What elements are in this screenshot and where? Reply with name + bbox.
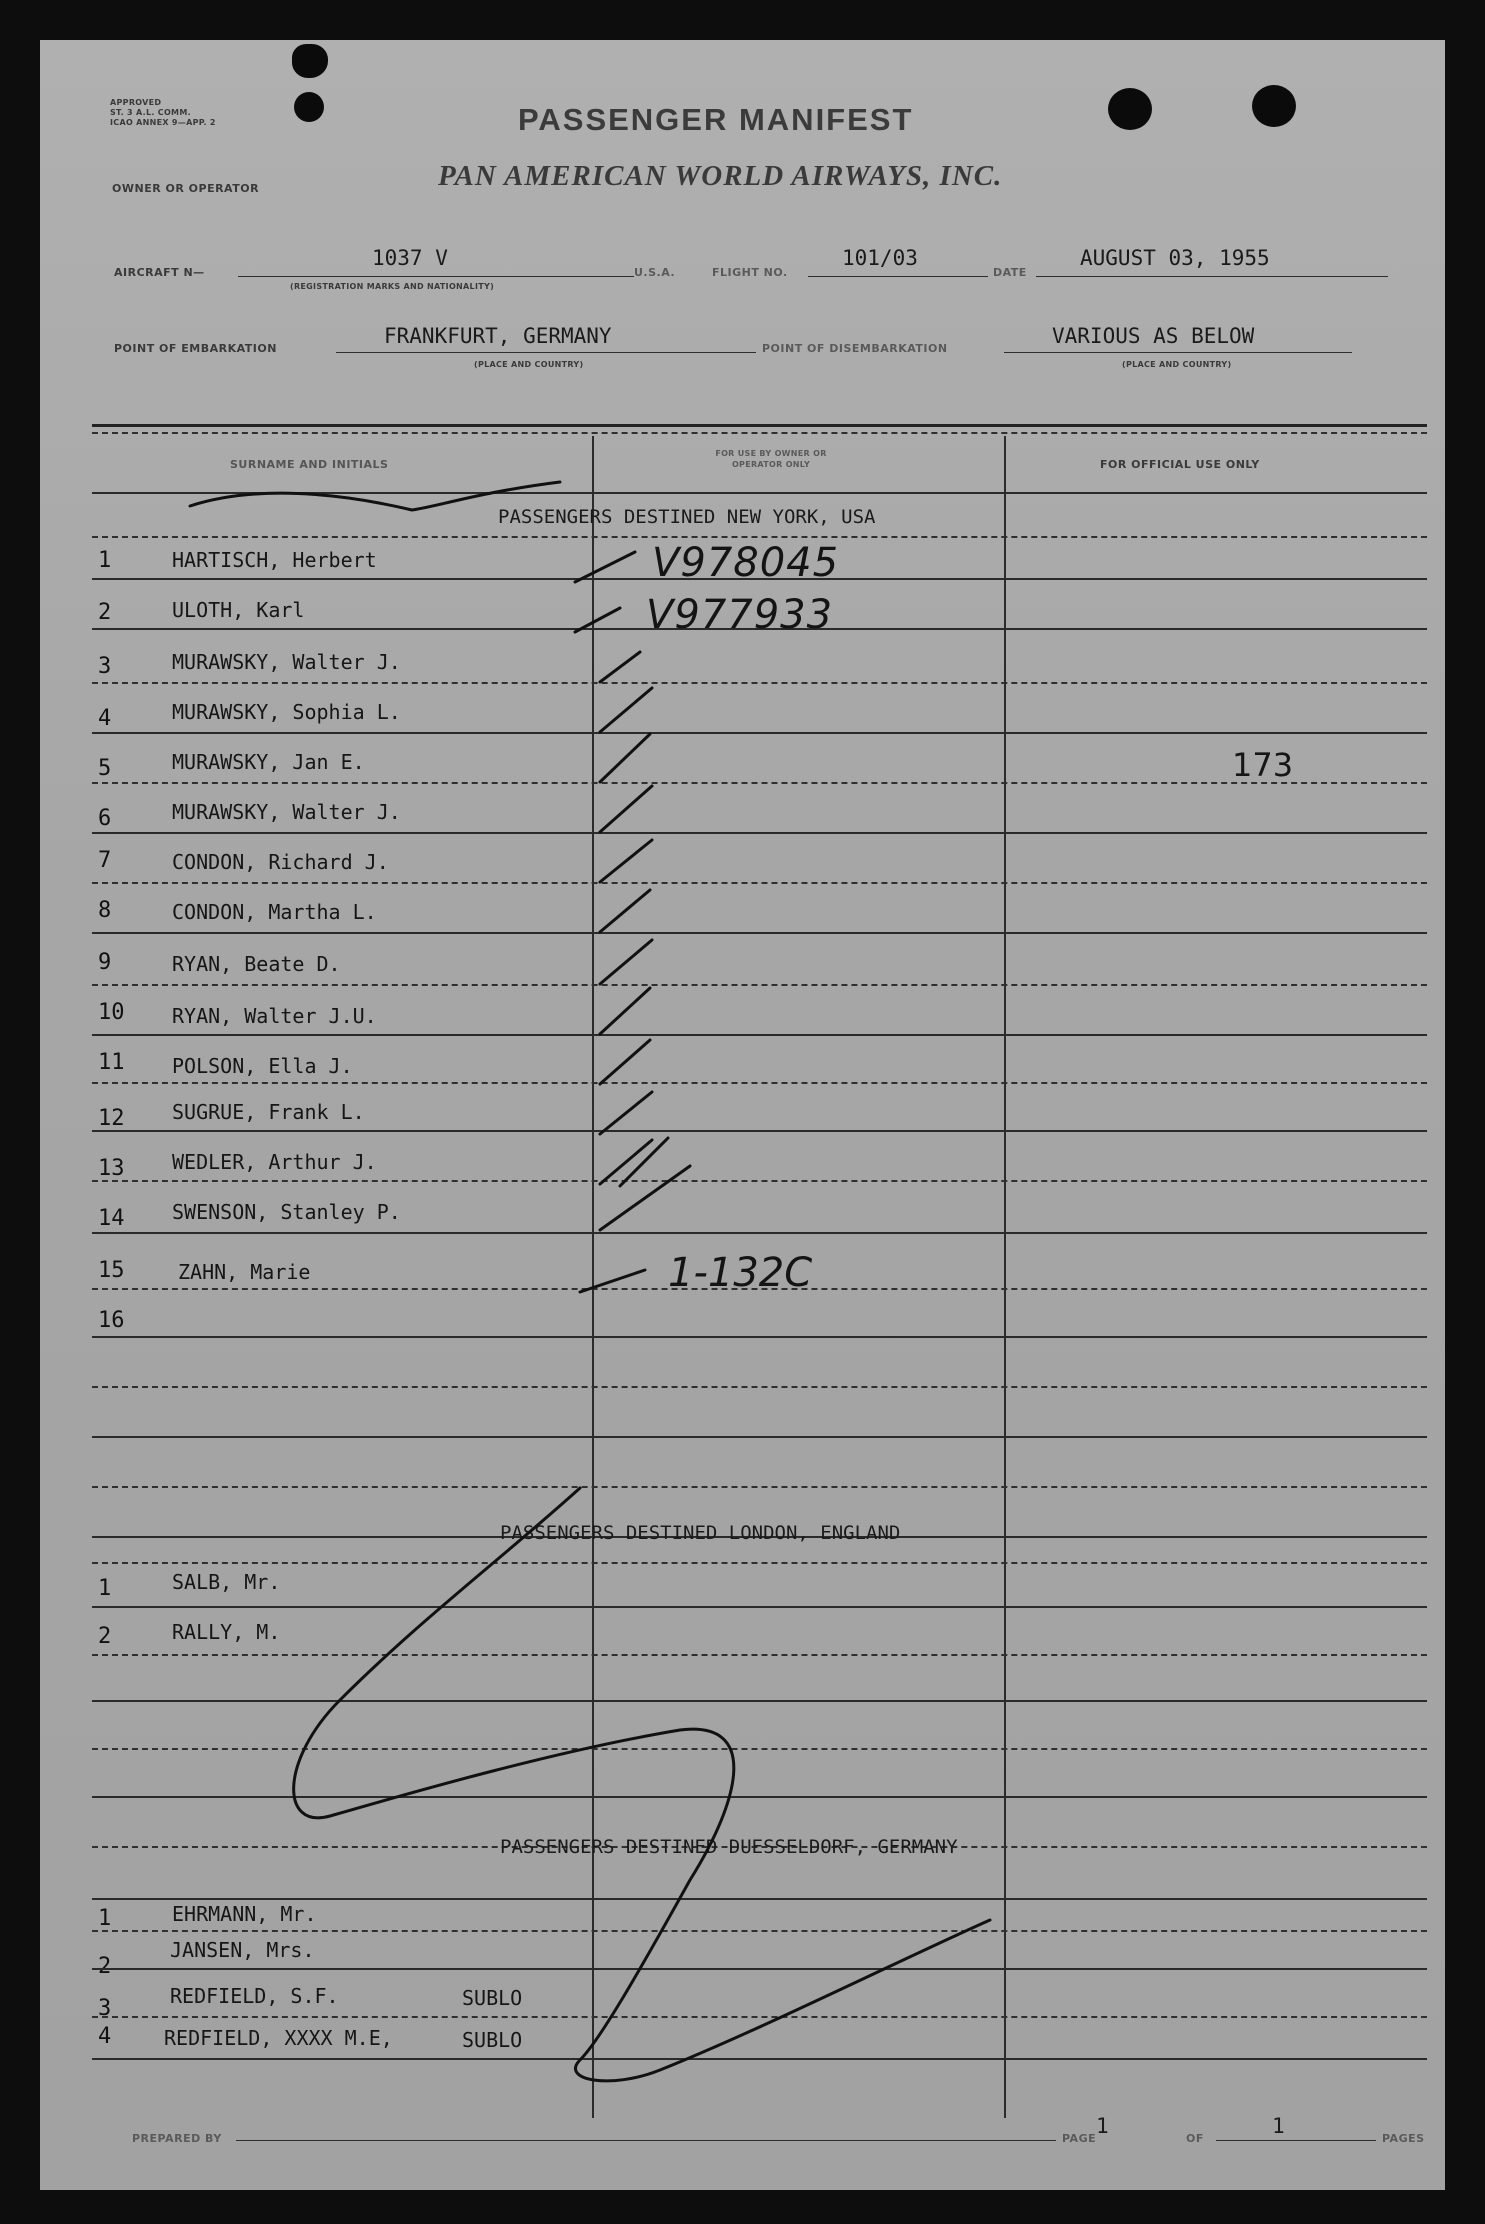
check-mark [600,786,652,832]
prepared-by-label: PREPARED BY [132,2132,222,2145]
row-number: 8 [98,898,112,923]
of-label: OF [1186,2132,1204,2145]
passenger-name: MURAWSKY, Sophia L. [172,700,401,724]
check-mark [600,940,652,984]
row-number: 4 [98,706,112,731]
aircraft-sublabel: (REGISTRATION MARKS AND NATIONALITY) [290,282,495,291]
stamp-line: ICAO ANNEX 9—APP. 2 [110,118,216,127]
disembark-sublabel: (PLACE AND COUNTRY) [1122,360,1232,369]
embark-label: POINT OF EMBARKATION [114,342,277,355]
passenger-name: RYAN, Beate D. [172,952,341,976]
row-number: 3 [98,1996,112,2021]
handwritten-code-row2: V977933 [646,592,834,638]
passenger-name: RYAN, Walter J.U. [172,1004,377,1028]
row-number: 7 [98,848,112,873]
row-number: 2 [98,600,112,625]
check-mark [600,1040,650,1084]
col-header-surname: SURNAME AND INITIALS [230,458,389,471]
check-mark [580,1270,645,1292]
row-number: 9 [98,950,112,975]
passenger-name: REDFIELD, XXXX M.E, [164,2026,393,2050]
row-number: 13 [98,1156,125,1181]
disembark-value: VARIOUS AS BELOW [1052,324,1255,348]
check-mark [600,1092,652,1134]
check-mark [600,652,640,682]
date-label: DATE [993,266,1027,279]
passenger-name: EHRMANN, Mr. [172,1902,317,1926]
aircraft-label: AIRCRAFT N— [114,266,205,279]
passenger-name: ZAHN, Marie [178,1260,311,1284]
section-heading-new-york: PASSENGERS DESTINED NEW YORK, USA [498,506,876,528]
row-number: 14 [98,1206,125,1231]
aircraft-value: 1037 V [372,246,448,270]
row-number: 3 [98,654,112,679]
page-title: PASSENGER MANIFEST [518,102,914,137]
passenger-name: SALB, Mr. [172,1570,281,1594]
check-mark [600,890,650,932]
stamp-line: ST. 3 A.L. COMM. [110,108,191,117]
disembark-label: POINT OF DISEMBARKATION [762,342,948,355]
row-number: 4 [98,2024,112,2049]
embark-value: FRANKFURT, GERMANY [384,324,612,348]
passenger-name: CONDON, Martha L. [172,900,377,924]
check-mark [575,552,635,582]
passenger-name: SWENSON, Stanley P. [172,1200,401,1224]
row-number: 1 [98,1576,112,1601]
nationality: U.S.A. [634,266,676,279]
check-mark [575,608,620,632]
check-mark [600,840,652,882]
official-number: 173 [1232,746,1294,784]
total-value: 1 [1272,2114,1285,2138]
passenger-name: HARTISCH, Herbert [172,548,377,572]
row-number: 12 [98,1106,125,1131]
passenger-name: ULOTH, Karl [172,598,305,622]
passenger-name: MURAWSKY, Walter J. [172,800,401,824]
owner-label: OWNER OR OPERATOR [112,182,260,195]
passenger-name: POLSON, Ella J. [172,1054,353,1078]
embark-sublabel: (PLACE AND COUNTRY) [474,360,584,369]
row-number: 6 [98,806,112,831]
passenger-note: SUBLO [462,1986,523,2010]
scribble-loop [294,1488,990,2081]
stamp-line: APPROVED [110,98,162,107]
col-header-owner-use: FOR USE BY OWNER OR OPERATOR ONLY [715,449,827,469]
passenger-name: RALLY, M. [172,1620,281,1644]
check-mark [190,482,560,510]
row-number: 15 [98,1258,125,1283]
row-number: 2 [98,1954,112,1979]
row-number: 5 [98,756,112,781]
passenger-name: REDFIELD, S.F. [170,1984,339,2008]
section-heading-london: PASSENGERS DESTINED LONDON, ENGLAND [500,1522,901,1544]
owner-value: PAN AMERICAN WORLD AIRWAYS, INC. [438,160,1003,192]
check-mark [600,988,650,1034]
passenger-name: WEDLER, Arthur J. [172,1150,377,1174]
row-number: 1 [98,548,112,573]
handwritten-code-row1: V978045 [652,540,840,586]
passenger-name: CONDON, Richard J. [172,850,389,874]
flight-label: FLIGHT NO. [712,266,788,279]
row-number: 1 [98,1906,112,1931]
row-number: 2 [98,1624,112,1649]
section-heading-duesseldorf: PASSENGERS DESTINED DUESSELDORF, GERMANY [500,1836,958,1858]
pen-marks [40,40,1445,2190]
row-number: 16 [98,1308,125,1333]
flight-value: 101/03 [842,246,918,270]
page-value: 1 [1096,2114,1109,2138]
passenger-name: JANSEN, Mrs. [170,1938,315,1962]
manifest-sheet [40,40,1445,2190]
col-header-official: FOR OFFICIAL USE ONLY [1100,458,1260,471]
passenger-name: MURAWSKY, Jan E. [172,750,365,774]
handwritten-code-row15: 1-132C [668,1250,813,1296]
check-mark [600,688,652,732]
row-number: 10 [98,1000,125,1025]
check-mark [600,734,650,782]
passenger-name: MURAWSKY, Walter J. [172,650,401,674]
page-label: PAGE [1062,2132,1097,2145]
passenger-name: SUGRUE, Frank L. [172,1100,365,1124]
pages-label: PAGES [1382,2132,1425,2145]
row-number: 11 [98,1050,125,1075]
passenger-note: SUBLO [462,2028,523,2052]
date-value: AUGUST 03, 1955 [1080,246,1270,270]
check-mark [600,1166,690,1230]
